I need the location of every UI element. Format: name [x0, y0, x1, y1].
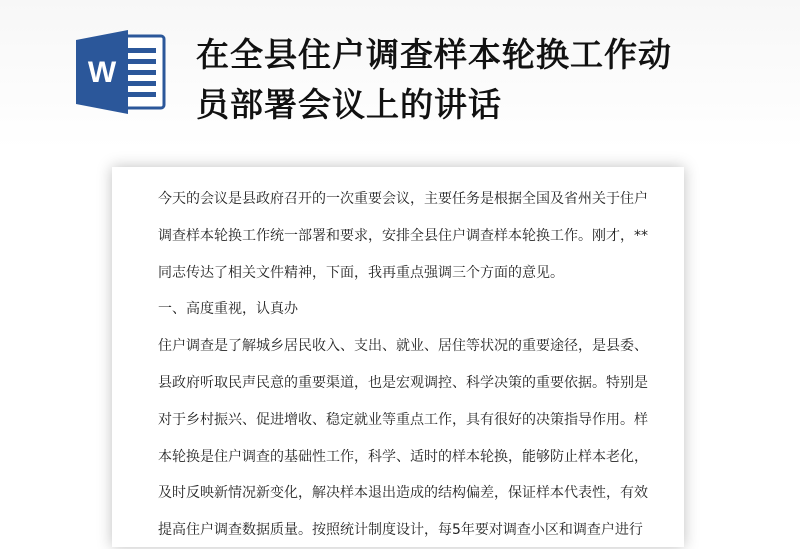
document-page — [112, 167, 684, 547]
header-banner — [0, 0, 800, 150]
document-body — [158, 181, 648, 549]
body-line: 住户调查是了解城乡居民收入、支出、就业、居住等状况的重要途径，是县委、 — [158, 338, 648, 355]
word-icon-letter: W — [87, 56, 117, 89]
body-line: 提高住户调查数据质量。按照统计制度设计，每5年要对调查小区和调查户进行 — [158, 522, 643, 539]
body-line: 同志传达了相关文件精神，下面，我再重点强调三个方面的意见。 — [158, 264, 564, 281]
body-line: 及时反映新情况新变化，解决样本退出造成的结构偏差，保证样本代表性，有效 — [158, 485, 648, 502]
document-title — [196, 30, 776, 130]
section-heading: 一、高度重视，认真办 — [158, 301, 298, 318]
body-line: 今天的会议是县政府召开的一次重要会议，主要任务是根据全国及省州关于住户 — [158, 191, 648, 207]
body-line: 对于乡村振兴、促进增收、稳定就业等重点工作，具有很好的决策指导作用。样 — [158, 411, 648, 428]
title-line-2: 员部署会议上的讲话 — [196, 85, 502, 124]
word-document-icon — [76, 30, 168, 114]
body-line: 本轮换是住户调查的基础性工作，科学、适时的样本轮换，能够防止样本老化， — [158, 448, 648, 465]
body-line: 县政府听取民声民意的重要渠道，也是宏观调控、科学决策的重要依据。特别是 — [158, 374, 648, 391]
title-line-1: 在全县住户调查样本轮换工作动 — [196, 35, 672, 74]
body-line: 调查样本轮换工作统一部署和要求，安排全县住户调查样本轮换工作。刚才，** — [158, 227, 648, 244]
